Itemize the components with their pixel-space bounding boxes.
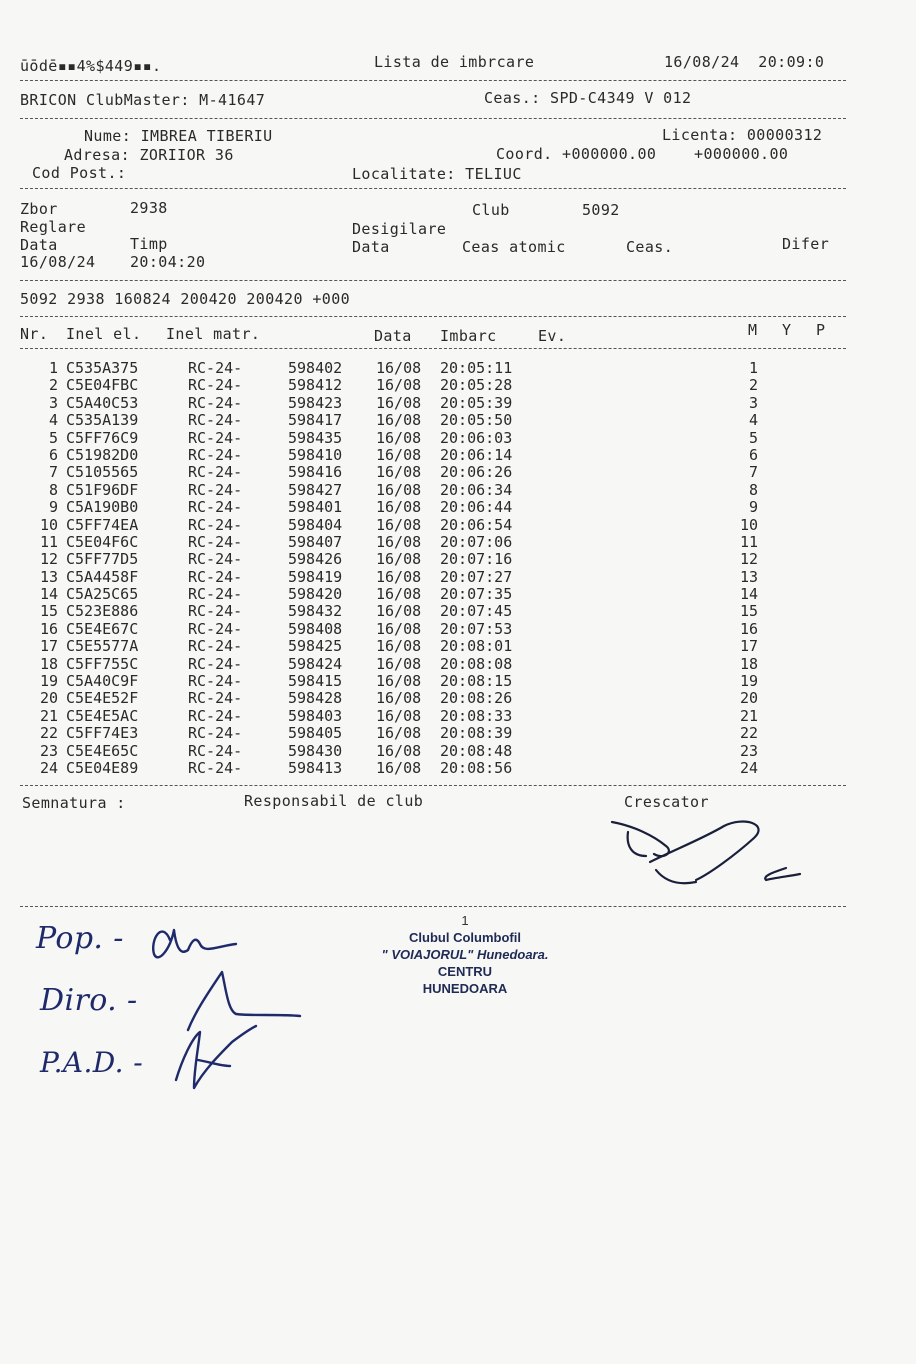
divider — [20, 316, 846, 317]
row-date: 16/08 — [376, 445, 422, 464]
row-electronic-ring: C535A139 — [66, 411, 139, 430]
table-row — [22, 395, 822, 412]
row-date: 16/08 — [376, 602, 422, 621]
table-row — [22, 517, 822, 534]
row-boarding-time: 20:08:56 — [440, 758, 513, 777]
row-boarding-time: 20:05:50 — [440, 411, 513, 430]
row-date: 16/08 — [376, 359, 422, 377]
print-datetime: 16/08/24 20:09:0 — [664, 53, 825, 71]
row-ring-number: 598407 — [288, 532, 343, 551]
club-value: 5092 — [582, 201, 620, 219]
row-boarding-time: 20:08:15 — [440, 672, 513, 691]
row-m-count: 21 — [739, 706, 758, 725]
table-row — [22, 534, 822, 551]
data2-label: Data — [352, 238, 390, 256]
row-date: 16/08 — [376, 724, 422, 743]
row-ring-number: 598402 — [288, 359, 343, 377]
row-date: 16/08 — [376, 393, 422, 412]
licence-number: Licenta: 00000312 — [662, 126, 823, 144]
row-electronic-ring: C5A25C65 — [66, 585, 139, 604]
table-row — [22, 760, 822, 777]
owner-address: Adresa: ZORIIOR 36 — [64, 146, 234, 164]
row-boarding-time: 20:08:01 — [440, 637, 513, 656]
row-boarding-time: 20:06:44 — [440, 498, 513, 517]
ceas-label: Ceas. — [626, 238, 674, 256]
row-ring-series: RC-24- — [188, 672, 243, 691]
row-electronic-ring: C5FF76C9 — [66, 428, 139, 447]
row-ring-number: 598413 — [288, 758, 343, 777]
row-electronic-ring: C523E886 — [66, 602, 139, 621]
row-m-count: 12 — [739, 550, 758, 569]
owner-name: Nume: IMBREA TIBERIU — [84, 127, 273, 145]
row-nr: 16 — [39, 619, 58, 638]
table-row — [22, 725, 822, 742]
col-nr: Nr. — [20, 325, 49, 343]
row-ring-series: RC-24- — [188, 706, 243, 725]
data-label: Data — [20, 236, 58, 254]
row-ring-series: RC-24- — [188, 428, 243, 447]
row-date: 16/08 — [376, 411, 422, 430]
stamp-line-3: CENTRU — [437, 964, 493, 979]
row-nr: 14 — [39, 585, 58, 604]
row-nr: 10 — [39, 515, 58, 534]
row-ring-series: RC-24- — [188, 393, 243, 412]
row-ring-number: 598408 — [288, 619, 343, 638]
table-row — [22, 447, 822, 464]
row-ring-number: 598423 — [288, 393, 343, 412]
row-boarding-time: 20:08:26 — [440, 689, 513, 708]
row-ring-number: 598412 — [288, 376, 343, 395]
postcode: Cod Post.: — [32, 164, 127, 182]
divider — [20, 80, 846, 81]
row-boarding-time: 20:07:45 — [440, 602, 513, 621]
row-nr: 4 — [48, 411, 58, 430]
row-ring-series: RC-24- — [188, 724, 243, 743]
row-ring-series: RC-24- — [188, 498, 243, 517]
row-ring-series: RC-24- — [188, 758, 243, 777]
divider — [20, 785, 846, 786]
row-electronic-ring: C5FF755C — [66, 654, 139, 673]
row-m-count: 11 — [739, 532, 758, 551]
row-ring-series: RC-24- — [188, 532, 243, 551]
divider — [20, 118, 846, 119]
club-label: Club — [472, 201, 510, 219]
divider — [20, 348, 846, 349]
table-row — [22, 430, 822, 447]
row-ring-series: RC-24- — [188, 619, 243, 638]
row-boarding-time: 20:06:14 — [440, 445, 513, 464]
col-imbarc: Imbarc — [440, 327, 497, 345]
col-m: M — [748, 321, 758, 339]
row-nr: 22 — [39, 724, 58, 743]
row-ring-number: 598428 — [288, 689, 343, 708]
row-m-count: 8 — [748, 480, 758, 499]
stamp-line-1: Clubul Columbofil — [409, 930, 521, 945]
row-nr: 12 — [39, 550, 58, 569]
row-boarding-time: 20:08:33 — [440, 706, 513, 725]
row-ring-series: RC-24- — [188, 376, 243, 395]
table-row — [22, 412, 822, 429]
row-ring-number: 598435 — [288, 428, 343, 447]
row-boarding-time: 20:05:28 — [440, 376, 513, 395]
row-electronic-ring: C5105565 — [66, 463, 139, 482]
row-nr: 18 — [39, 654, 58, 673]
row-m-count: 24 — [739, 758, 758, 777]
row-electronic-ring: C5FF74EA — [66, 515, 139, 534]
row-boarding-time: 20:08:39 — [440, 724, 513, 743]
row-electronic-ring: C5E04F6C — [66, 532, 139, 551]
col-p: P — [816, 321, 826, 339]
row-m-count: 1 — [748, 359, 758, 377]
breeder-signature — [604, 816, 814, 896]
table-row — [22, 603, 822, 620]
row-nr: 15 — [39, 602, 58, 621]
row-ring-number: 598404 — [288, 515, 343, 534]
divider — [20, 906, 846, 907]
row-ring-series: RC-24- — [188, 445, 243, 464]
row-date: 16/08 — [376, 672, 422, 691]
row-electronic-ring: C5FF77D5 — [66, 550, 139, 569]
row-nr: 13 — [39, 567, 58, 586]
table-row — [22, 690, 822, 707]
table-row — [22, 377, 822, 394]
table-row — [22, 464, 822, 481]
locality: Localitate: TELIUC — [352, 165, 522, 183]
row-date: 16/08 — [376, 550, 422, 569]
row-m-count: 10 — [739, 515, 758, 534]
stamp-line-2: " VOIAJORUL" Hunedoara. — [381, 947, 549, 962]
row-m-count: 13 — [739, 567, 758, 586]
row-nr: 24 — [39, 758, 58, 777]
row-date: 16/08 — [376, 428, 422, 447]
row-boarding-time: 20:08:08 — [440, 654, 513, 673]
row-electronic-ring: C5A40C53 — [66, 393, 139, 412]
row-nr: 7 — [48, 463, 58, 482]
row-boarding-time: 20:06:54 — [440, 515, 513, 534]
row-ring-series: RC-24- — [188, 637, 243, 656]
coordinates: Coord. +000000.00 +000000.00 — [496, 145, 789, 163]
stamp-line-4: HUNEDOARA — [422, 981, 508, 996]
row-electronic-ring: C51982D0 — [66, 445, 139, 464]
row-ring-series: RC-24- — [188, 550, 243, 569]
divider — [20, 280, 846, 281]
clubmaster-id: BRICON ClubMaster: M-41647 — [20, 91, 266, 109]
row-electronic-ring: C5E5577A — [66, 637, 139, 656]
row-ring-series: RC-24- — [188, 515, 243, 534]
row-ring-number: 598432 — [288, 602, 343, 621]
row-nr: 21 — [39, 706, 58, 725]
row-m-count: 17 — [739, 637, 758, 656]
row-electronic-ring: C535A375 — [66, 359, 139, 377]
reglare-date: 16/08/24 — [20, 253, 96, 271]
row-m-count: 16 — [739, 619, 758, 638]
row-boarding-time: 20:07:53 — [440, 619, 513, 638]
row-ring-series: RC-24- — [188, 567, 243, 586]
row-m-count: 2 — [748, 376, 758, 395]
clock-id: Ceas.: SPD-C4349 V 012 — [484, 89, 692, 107]
row-nr: 2 — [48, 376, 58, 395]
table-row — [22, 673, 822, 690]
row-ring-series: RC-24- — [188, 654, 243, 673]
row-date: 16/08 — [376, 463, 422, 482]
table-row — [22, 360, 822, 377]
row-m-count: 6 — [748, 445, 758, 464]
table-row — [22, 656, 822, 673]
row-nr: 19 — [39, 672, 58, 691]
row-electronic-ring: C5E4E52F — [66, 689, 139, 708]
table-row — [22, 586, 822, 603]
responsabil-label: Responsabil de club — [244, 792, 424, 810]
row-boarding-time: 20:07:06 — [440, 532, 513, 551]
boarding-table — [22, 360, 822, 777]
page-number: 1 — [461, 913, 469, 928]
row-date: 16/08 — [376, 515, 422, 534]
row-ring-number: 598426 — [288, 550, 343, 569]
table-row — [22, 499, 822, 516]
table-row — [22, 743, 822, 760]
row-boarding-time: 20:06:03 — [440, 428, 513, 447]
row-ring-number: 598403 — [288, 706, 343, 725]
handwritten-note-pad: P.A.D. - — [40, 1046, 144, 1079]
row-date: 16/08 — [376, 741, 422, 760]
row-boarding-time: 20:05:39 — [440, 393, 513, 412]
row-date: 16/08 — [376, 654, 422, 673]
row-electronic-ring: C5E4E67C — [66, 619, 139, 638]
col-data: Data — [374, 327, 412, 345]
crescator-label: Crescator — [624, 793, 709, 811]
handwritten-note-diro: Diro. - — [40, 983, 138, 1018]
desigilare-label: Desigilare — [352, 220, 447, 238]
timp-label: Timp — [130, 235, 168, 253]
row-m-count: 4 — [748, 411, 758, 430]
row-ring-series: RC-24- — [188, 359, 243, 377]
row-boarding-time: 20:06:34 — [440, 480, 513, 499]
document-title: Lista de imbrcare — [374, 53, 535, 71]
row-ring-number: 598401 — [288, 498, 343, 517]
table-row — [22, 638, 822, 655]
row-ring-series: RC-24- — [188, 463, 243, 482]
row-boarding-time: 20:08:48 — [440, 741, 513, 760]
row-m-count: 22 — [739, 724, 758, 743]
table-row — [22, 551, 822, 568]
row-ring-number: 598417 — [288, 411, 343, 430]
row-date: 16/08 — [376, 689, 422, 708]
row-boarding-time: 20:07:16 — [440, 550, 513, 569]
reglare-time: 20:04:20 — [130, 253, 206, 271]
table-row — [22, 621, 822, 638]
difer-label: Difer — [782, 235, 830, 253]
divider — [20, 188, 846, 189]
row-date: 16/08 — [376, 567, 422, 586]
row-ring-number: 598410 — [288, 445, 343, 464]
row-ring-series: RC-24- — [188, 602, 243, 621]
semnatura-label: Semnatura : — [22, 794, 126, 812]
row-ring-series: RC-24- — [188, 411, 243, 430]
row-electronic-ring: C5FF74E3 — [66, 724, 139, 743]
row-date: 16/08 — [376, 532, 422, 551]
row-electronic-ring: C5E04E89 — [66, 758, 139, 777]
ceas-atomic-label: Ceas atomic — [462, 238, 566, 256]
row-ring-number: 598427 — [288, 480, 343, 499]
row-nr: 9 — [48, 498, 58, 517]
row-date: 16/08 — [376, 706, 422, 725]
row-nr: 1 — [48, 359, 58, 377]
row-m-count: 3 — [748, 393, 758, 412]
col-inel-el: Inel el. — [66, 325, 142, 343]
document-code: ūōdē▪▪4%$449▪▪. — [20, 57, 162, 75]
row-nr: 5 — [48, 428, 58, 447]
row-date: 16/08 — [376, 480, 422, 499]
row-date: 16/08 — [376, 498, 422, 517]
row-nr: 3 — [48, 393, 58, 412]
row-m-count: 19 — [739, 672, 758, 691]
zbor-label: Zbor — [20, 200, 58, 218]
row-nr: 8 — [48, 480, 58, 499]
table-row — [22, 569, 822, 586]
row-m-count: 5 — [748, 428, 758, 447]
table-row — [22, 708, 822, 725]
reglare-label: Reglare — [20, 218, 87, 236]
row-ring-number: 598430 — [288, 741, 343, 760]
row-electronic-ring: C5A4458F — [66, 567, 139, 586]
row-boarding-time: 20:06:26 — [440, 463, 513, 482]
row-ring-series: RC-24- — [188, 480, 243, 499]
row-ring-number: 598416 — [288, 463, 343, 482]
row-m-count: 7 — [748, 463, 758, 482]
row-ring-series: RC-24- — [188, 689, 243, 708]
row-electronic-ring: C5E04FBC — [66, 376, 139, 395]
col-y: Y — [782, 321, 792, 339]
row-ring-number: 598424 — [288, 654, 343, 673]
row-boarding-time: 20:07:27 — [440, 567, 513, 586]
row-nr: 20 — [39, 689, 58, 708]
row-ring-number: 598420 — [288, 585, 343, 604]
row-m-count: 23 — [739, 741, 758, 760]
col-inel-matr: Inel matr. — [166, 325, 261, 343]
row-ring-number: 598419 — [288, 567, 343, 586]
row-m-count: 20 — [739, 689, 758, 708]
row-ring-number: 598405 — [288, 724, 343, 743]
row-boarding-time: 20:05:11 — [440, 359, 513, 377]
club-stamp — [360, 912, 570, 997]
row-nr: 11 — [39, 532, 58, 551]
row-nr: 6 — [48, 445, 58, 464]
row-ring-number: 598415 — [288, 672, 343, 691]
row-electronic-ring: C5A40C9F — [66, 672, 139, 691]
row-nr: 23 — [39, 741, 58, 760]
row-m-count: 14 — [739, 585, 758, 604]
row-electronic-ring: C5A190B0 — [66, 498, 139, 517]
row-ring-series: RC-24- — [188, 741, 243, 760]
row-electronic-ring: C5E4E5AC — [66, 706, 139, 725]
row-m-count: 15 — [739, 602, 758, 621]
row-m-count: 9 — [748, 498, 758, 517]
table-row — [22, 482, 822, 499]
row-electronic-ring: C51F96DF — [66, 480, 139, 499]
handwritten-initials — [140, 910, 320, 1100]
row-electronic-ring: C5E4E65C — [66, 741, 139, 760]
row-ring-number: 598425 — [288, 637, 343, 656]
zbor-value: 2938 — [130, 199, 168, 217]
row-m-count: 18 — [739, 654, 758, 673]
row-date: 16/08 — [376, 585, 422, 604]
flight-code-line: 5092 2938 160824 200420 200420 +000 — [20, 290, 351, 308]
row-date: 16/08 — [376, 637, 422, 656]
col-ev: Ev. — [538, 327, 567, 345]
row-boarding-time: 20:07:35 — [440, 585, 513, 604]
row-date: 16/08 — [376, 758, 422, 777]
handwritten-note-pop: Pop. - — [36, 921, 124, 956]
row-ring-series: RC-24- — [188, 585, 243, 604]
row-nr: 17 — [39, 637, 58, 656]
row-date: 16/08 — [376, 619, 422, 638]
row-date: 16/08 — [376, 376, 422, 395]
